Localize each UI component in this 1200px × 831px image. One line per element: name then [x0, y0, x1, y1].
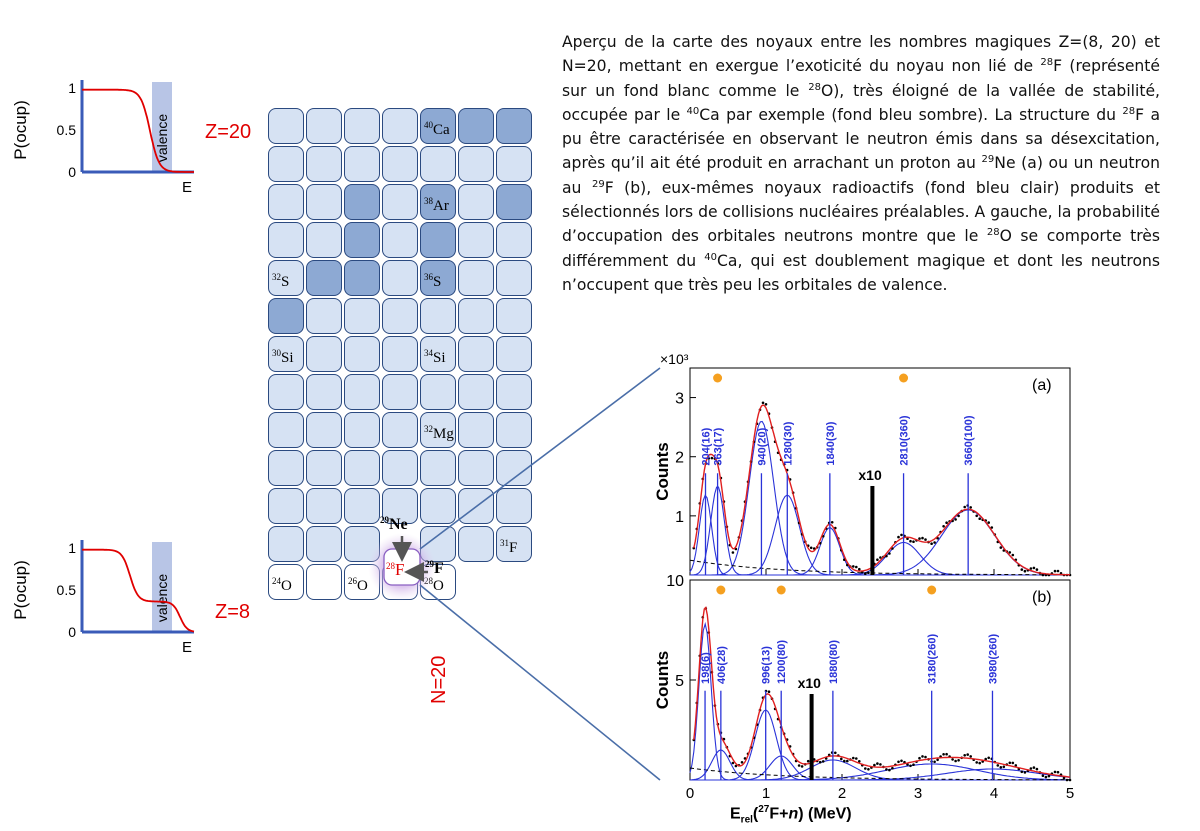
- scale-break: [870, 486, 874, 575]
- data-point: [966, 753, 969, 756]
- data-point: [810, 547, 813, 550]
- peak-label: 204(16): [700, 427, 713, 466]
- data-point: [909, 765, 912, 768]
- excited-state-marker: [716, 586, 725, 595]
- data-point: [1012, 554, 1015, 557]
- peak-label: 1200(80): [776, 639, 789, 684]
- data-point: [1033, 766, 1036, 769]
- data-point: [900, 534, 903, 537]
- data-point: [1021, 568, 1024, 571]
- data-point: [1069, 779, 1072, 782]
- data-point: [888, 552, 891, 555]
- data-point: [918, 537, 921, 540]
- nuclide-label: $^{26}$O: [348, 576, 368, 594]
- y-tick-label: 1: [68, 80, 76, 96]
- data-point: [855, 757, 858, 760]
- data-point: [873, 764, 876, 767]
- x-tick-label: 1: [761, 785, 771, 802]
- data-point: [924, 756, 927, 759]
- nuclide-label: O: [433, 578, 444, 594]
- spectrum-panel-b: [653, 573, 1071, 781]
- data-point: [987, 521, 990, 524]
- data-point: [1042, 774, 1045, 777]
- peak-label: 940(20): [756, 427, 769, 466]
- data-point: [1000, 766, 1003, 769]
- y-tick-label: 0: [68, 624, 76, 640]
- peak-component: [690, 710, 1070, 780]
- nuclide-29ne: $^{29}$Ne: [380, 515, 408, 533]
- nuclide-label: $^{30}$Si: [272, 348, 294, 366]
- data-point: [1021, 771, 1024, 774]
- data-point: [1000, 546, 1003, 549]
- nuclide-28f: $^{28}$F: [386, 560, 405, 579]
- spectrum-xlabel: $E_{rel}(^{27}F+n)$ (MeV): [730, 804, 852, 826]
- data-point: [741, 761, 744, 764]
- data-point: [975, 761, 978, 764]
- excited-state-marker: [927, 586, 936, 595]
- data-point: [879, 763, 882, 766]
- data-point: [798, 764, 801, 767]
- data-point: [897, 536, 900, 539]
- y-tick-label: 10: [666, 573, 684, 590]
- data-point: [834, 752, 837, 755]
- peak-label: 1840(30): [824, 421, 837, 466]
- data-point: [867, 768, 870, 771]
- peak-label: 1280(30): [782, 421, 795, 466]
- data-point: [954, 518, 957, 521]
- data-point: [942, 525, 945, 528]
- data-point: [768, 690, 771, 693]
- data-point: [1036, 768, 1039, 771]
- data-point: [1057, 570, 1060, 573]
- data-point: [852, 757, 855, 760]
- x-tick-label: 0: [685, 785, 695, 802]
- data-point: [969, 755, 972, 758]
- data-point: [900, 760, 903, 763]
- y-tick-label: 0.5: [56, 582, 76, 598]
- y-multiplier: ×10³: [660, 351, 689, 367]
- y-tick-label: 0: [68, 164, 76, 180]
- data-point: [843, 760, 846, 763]
- peak-label: 996(13): [760, 646, 773, 684]
- data-point: [891, 767, 894, 770]
- data-point: [963, 506, 966, 509]
- panel-label: (b): [1032, 589, 1052, 606]
- data-point: [822, 760, 825, 763]
- valence-label: valence: [154, 573, 170, 623]
- y-axis-label: Counts: [653, 442, 672, 501]
- y-tick-label: 3: [675, 390, 684, 408]
- y-axis-label: P(ocup): [11, 100, 30, 160]
- valence-label: valence: [154, 113, 170, 163]
- nuclide-label: $^{24}$O: [272, 576, 292, 594]
- data-point: [924, 538, 927, 541]
- data-point: [945, 753, 948, 756]
- data-point: [1012, 762, 1015, 765]
- data-points: [693, 402, 1072, 577]
- data-point: [945, 521, 948, 524]
- scale-break: [810, 694, 814, 780]
- data-point: [876, 558, 879, 561]
- scale-label: x10: [858, 466, 882, 483]
- y-tick-label: 5: [675, 673, 684, 690]
- data-point: [978, 517, 981, 520]
- data-point: [921, 537, 924, 540]
- x-tick-label: 5: [1065, 785, 1075, 802]
- nuclide-label: $^{34}$Si: [424, 348, 446, 366]
- data-point: [852, 565, 855, 568]
- data-point: [1054, 771, 1057, 774]
- peak-label: 3980(260): [987, 633, 1000, 684]
- nuclide-29f: $^{29}$F: [425, 559, 444, 577]
- n20-label: N=20: [428, 655, 450, 704]
- panel-label: (a): [1032, 377, 1052, 394]
- data-point: [1030, 567, 1033, 570]
- data-point: [876, 762, 879, 765]
- occupancy-plot-bottom: [11, 540, 194, 656]
- data-point: [801, 765, 804, 768]
- x-axis-label: E: [182, 179, 193, 196]
- data-point: [1057, 771, 1060, 774]
- data-point: [1024, 771, 1027, 774]
- data-point: [933, 541, 936, 544]
- x-tick-label: 2: [837, 785, 847, 802]
- occupancy-curve: [82, 550, 194, 632]
- data-point: [840, 758, 843, 761]
- figure-caption: Aperçu de la carte des noyaux entre les nombres magiques Z=(8, 20) et N=20, mettant en exergue l’exoticité du noyau non lié de $^{28}$F (représenté sur un fond blanc comme le $^{28}$O), très éloigné de la vallée de stabilité, occupée par le $^{40}$Ca par exemple (fond bleu sombre). La structure du $^{28}$F a pu être caractérisée en observant le neutron émis dans sa désexcitation, après qu’il ait été produit en arrachant un proton au $^{29}$Ne (a) ou un neutron au $^{29}$F (b), eux-mêmes noyaux radioactifs (fond bleu clair) produits et sélectionnés lors de collisions nucléaires préalables. A gauche, la probabilité d’occupation des orbitales neutrons montre que le $^{28}$O se comporte très différemment du $^{40}$Ca, qui est doublement magique et dont les neutrons n’occupent que très peu les orbitales de valence.: [562, 33, 1161, 294]
- nuclide-label: $^{32}$S: [272, 272, 290, 290]
- data-point: [864, 767, 867, 770]
- zoom-connectors: [420, 368, 660, 780]
- data-point: [765, 403, 768, 406]
- data-point: [762, 402, 765, 405]
- data-point: [918, 757, 921, 760]
- peak-component: [690, 528, 1070, 575]
- data-point: [933, 761, 936, 764]
- data-point: [957, 759, 960, 762]
- y-tick-label: 1: [675, 508, 684, 526]
- spectrum-x-axis: [686, 785, 1074, 802]
- peak-label: 3180(260): [926, 633, 939, 684]
- data-point: [936, 759, 939, 762]
- data-point: [1054, 570, 1057, 573]
- data-point: [1003, 766, 1006, 769]
- data-point: [1066, 779, 1069, 782]
- excited-state-marker: [713, 374, 722, 383]
- data-point: [921, 755, 924, 758]
- data-point: [807, 760, 810, 763]
- connector-top: [420, 368, 660, 549]
- data-point: [954, 760, 957, 763]
- spectrum-panel-a: [653, 351, 1071, 576]
- peak-label: 3660(100): [963, 415, 976, 466]
- x-axis-label: E: [182, 639, 193, 656]
- data-point: [987, 757, 990, 760]
- data-point: [831, 521, 834, 524]
- data-point: [897, 761, 900, 764]
- occupancy-curve: [82, 90, 194, 172]
- data-point: [963, 754, 966, 757]
- nuclide-label: $^{31}$F: [500, 538, 518, 556]
- data-point: [885, 768, 888, 771]
- data-point: [867, 571, 870, 574]
- data-points: [693, 607, 1072, 781]
- data-point: [864, 572, 867, 575]
- data-point: [975, 515, 978, 518]
- excited-state-marker: [777, 586, 786, 595]
- y-tick-label: 1: [68, 540, 76, 556]
- peak-component: [690, 422, 1070, 576]
- peak-label: 406(28): [715, 646, 728, 684]
- data-point: [1033, 567, 1036, 570]
- data-point: [1036, 568, 1039, 571]
- z8-label: Z=8: [215, 601, 251, 623]
- data-point: [912, 540, 915, 543]
- peak-label: 363(17): [712, 427, 725, 466]
- data-point: [1045, 776, 1048, 779]
- peak-label: 198(6): [700, 652, 713, 684]
- nuclide-label: $^{32}$Mg: [424, 424, 454, 442]
- z20-label: Z=20: [205, 121, 252, 143]
- data-point: [732, 551, 735, 554]
- data-point: [1009, 551, 1012, 554]
- peak-label: 2810(360): [898, 415, 911, 466]
- data-point: [855, 566, 858, 569]
- data-point: [858, 568, 861, 571]
- data-point: [888, 769, 891, 772]
- data-point: [909, 540, 912, 543]
- nuclide-label: $^{38}$Ar: [424, 196, 449, 214]
- scale-label: x10: [797, 675, 821, 691]
- data-point: [957, 515, 960, 518]
- nuclide-label: $^{40}$Ca: [424, 120, 450, 138]
- data-point: [1030, 767, 1033, 770]
- peak-component: [690, 510, 1070, 575]
- occupancy-plot-top: [11, 80, 194, 196]
- y-axis-label: P(ocup): [11, 560, 30, 620]
- data-point: [930, 542, 933, 545]
- data-point: [978, 762, 981, 765]
- data-point: [1009, 762, 1012, 765]
- data-point: [1024, 570, 1027, 573]
- data-point: [969, 506, 972, 509]
- x-tick-label: 3: [913, 785, 923, 802]
- data-point: [1048, 775, 1051, 778]
- connector-bottom: [420, 585, 660, 780]
- data-point: [942, 753, 945, 756]
- nuclide-label: $^{36}$S: [424, 272, 442, 290]
- data-point: [912, 763, 915, 766]
- plot-frame: [690, 580, 1070, 780]
- y-tick-label: 2: [675, 449, 684, 467]
- data-point: [819, 761, 822, 764]
- x-tick-label: 4: [989, 785, 999, 802]
- data-point: [997, 764, 1000, 767]
- peak-label: 1880(80): [827, 639, 840, 684]
- y-tick-label: 0.5: [56, 122, 76, 138]
- excited-state-marker: [899, 374, 908, 383]
- total-fit: [694, 405, 1070, 575]
- y-axis-label: Counts: [653, 650, 672, 710]
- total-fit: [694, 608, 1070, 778]
- data-point: [846, 760, 849, 763]
- data-point: [951, 758, 954, 761]
